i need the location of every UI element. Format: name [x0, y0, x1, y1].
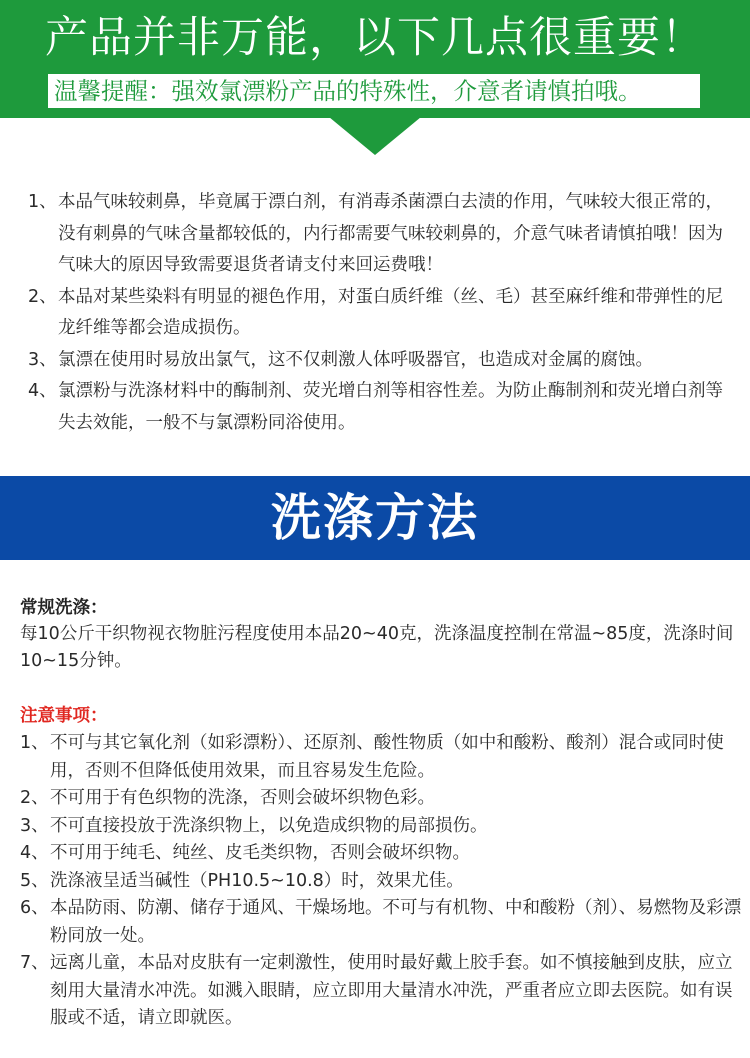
list-item [28, 345, 728, 377]
item-text: 不可与其它氧化剂（如彩漂粉）、还原剂、酸性物质（如中和酸粉、酸剂）混合或同时使用，否则不但降低使用效果，而且容易发生危险。 [50, 733, 724, 781]
item-number: 2、 [28, 286, 57, 307]
item-text: 本品对某些染料有明显的褪色作用，对蛋白质纤维（丝、毛）甚至麻纤维和带弹性的尼龙纤维等都会造成损伤。 [58, 286, 723, 338]
warning-list [28, 187, 728, 439]
item-text: 远离儿童，本品对皮肤有一定刺激性，使用时最好戴上胶手套。如不慎接触到皮肤，应立刻用大量清水冲洗。如溅入眼睛，应立即用大量清水冲洗，严重者应立即去医院。如有误服或不适，请立即就医。 [50, 953, 733, 1028]
regular-body: 每10公斤干织物视衣物脏污程度使用本品20~40克，洗涤温度控制在常温~85度，洗涤时间10~15分钟。 [20, 624, 734, 671]
list-item [20, 868, 742, 896]
down-arrow-icon [329, 117, 421, 155]
item-number: 1、 [28, 192, 57, 212]
item-number: 3、 [28, 349, 57, 370]
item-text: 氯漂粉与洗涤材料中的酶制剂、荧光增白剂等相容性差。为防止酶制剂和荧光增白剂等失去效能，一般不与氯漂粉同浴使用。 [58, 381, 723, 433]
notes-list [20, 730, 742, 1033]
list-item [28, 282, 728, 345]
list-item [20, 950, 742, 1033]
item-text: 不可直接投放于洗涤织物上，以免造成织物的局部损伤。 [50, 815, 488, 836]
item-number: 5、 [20, 870, 49, 891]
list-item [20, 813, 742, 841]
item-number: 7、 [20, 953, 49, 973]
item-text: 不可用于纯毛、纯丝、皮毛类织物，否则会破坏织物。 [50, 843, 470, 863]
list-item [20, 730, 742, 785]
item-number: 3、 [20, 815, 49, 836]
list-item [20, 840, 742, 868]
item-text: 不可用于有色织物的洗涤，否则会破坏织物色彩。 [50, 788, 435, 808]
item-text: 本品防雨、防潮、储存于通风、干燥场地。不可与有机物、中和酸粉（剂）、易燃物及彩漂粉同放一处。 [50, 898, 742, 946]
item-number: 4、 [28, 381, 57, 401]
page-title: 产品并非万能，以下几点很重要！ [45, 13, 705, 63]
notice-text: 温馨提醒：强效氯漂粉产品的特殊性，介意者请慎拍哦。 [54, 77, 642, 105]
header-banner [0, 0, 750, 118]
item-text: 本品气味较刺鼻，毕竟属于漂白剂，有消毒杀菌漂白去渍的作用，气味较大很正常的，没有刺鼻的气味含量都较低的，内行都需要气味较刺鼻的，介意气味者请慎拍哦！因为气味大的原因导致需要退货者请支付来回运费哦！ [58, 192, 723, 275]
item-text: 洗涤液呈适当碱性（PH10.5~10.8）时，效果尤佳。 [50, 870, 464, 891]
notes-heading: 注意事项： [20, 706, 108, 726]
list-item [20, 895, 742, 950]
item-number: 6、 [20, 898, 49, 918]
section-title: 洗涤方法 [271, 489, 479, 547]
list-item [20, 785, 742, 813]
notice-box [48, 74, 700, 108]
list-item [28, 187, 728, 282]
list-item [28, 376, 728, 439]
item-number: 2、 [20, 788, 49, 808]
item-number: 1、 [20, 733, 49, 753]
item-text: 氯漂在使用时易放出氯气，这不仅刺激人体呼吸器官，也造成对金属的腐蚀。 [58, 349, 653, 370]
section-banner [0, 476, 750, 560]
item-number: 4、 [20, 843, 49, 863]
regular-heading: 常规洗涤： [20, 598, 108, 618]
